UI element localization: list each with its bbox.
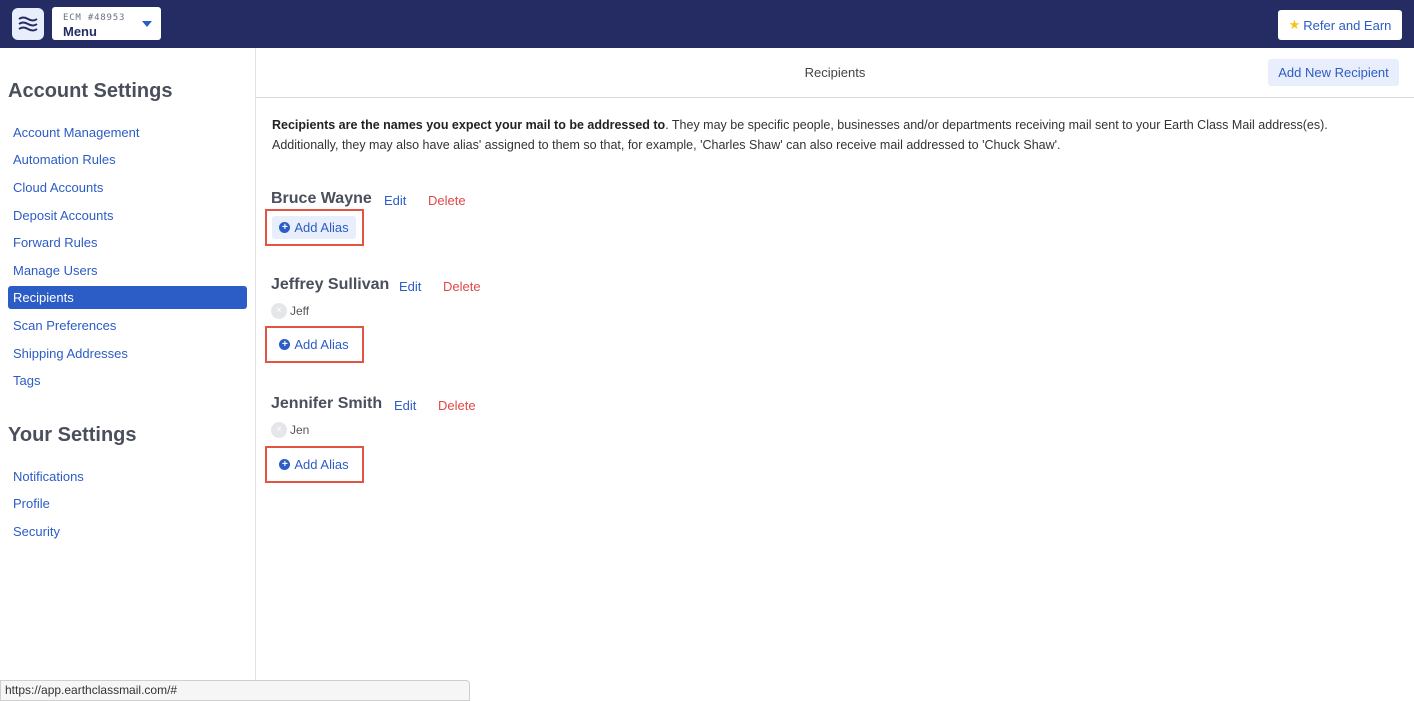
recipient-name: Bruce Wayne bbox=[271, 190, 372, 207]
remove-alias-icon[interactable]: × bbox=[271, 303, 287, 319]
sidebar-item-forward-rules[interactable]: Forward Rules bbox=[13, 235, 98, 250]
sidebar-item-automation-rules[interactable]: Automation Rules bbox=[13, 152, 116, 167]
account-settings-heading: Account Settings bbox=[8, 80, 173, 102]
page-title: Recipients bbox=[804, 65, 866, 80]
sidebar-item-tags[interactable]: Tags bbox=[13, 373, 41, 388]
plus-circle-icon: + bbox=[279, 222, 290, 233]
chevron-down-icon bbox=[142, 21, 152, 27]
refer-label: Refer and Earn bbox=[1303, 17, 1392, 33]
plus-circle-icon: + bbox=[279, 459, 290, 470]
sidebar-item-security[interactable]: Security bbox=[13, 524, 60, 539]
alias-text: Jeff bbox=[290, 304, 310, 318]
account-id: ECM #48953 bbox=[63, 13, 126, 23]
sidebar-item-deposit-accounts[interactable]: Deposit Accounts bbox=[13, 208, 114, 223]
recipient-name: Jennifer Smith bbox=[271, 395, 383, 412]
alias-item bbox=[271, 303, 309, 319]
edit-recipient-link[interactable]: Edit bbox=[394, 398, 417, 413]
sidebar-item-notifications[interactable]: Notifications bbox=[13, 469, 84, 484]
alias-text: Jen bbox=[290, 423, 310, 437]
add-new-recipient-button[interactable]: Add New Recipient bbox=[1268, 59, 1399, 86]
recipients-header bbox=[256, 48, 1414, 98]
sidebar-item-scan-preferences[interactable]: Scan Preferences bbox=[13, 318, 117, 333]
add-alias-label: Add Alias bbox=[294, 337, 349, 352]
remove-alias-icon[interactable]: × bbox=[271, 422, 287, 438]
refer-and-earn-button[interactable] bbox=[1278, 10, 1402, 40]
add-alias-button[interactable] bbox=[272, 216, 356, 239]
sidebar-item-shipping-addresses[interactable]: Shipping Addresses bbox=[13, 346, 128, 361]
sidebar-item-profile[interactable]: Profile bbox=[13, 496, 50, 511]
add-alias-button[interactable] bbox=[272, 453, 356, 476]
sidebar-item-cloud-accounts[interactable]: Cloud Accounts bbox=[13, 180, 104, 195]
add-alias-label: Add Alias bbox=[294, 220, 349, 235]
add-alias-highlight bbox=[265, 209, 364, 246]
sidebar-item-recipients[interactable]: Recipients bbox=[8, 286, 247, 309]
plus-circle-icon: + bbox=[279, 339, 290, 350]
delete-recipient-link[interactable]: Delete bbox=[428, 193, 466, 208]
add-alias-highlight bbox=[265, 446, 364, 483]
add-alias-button[interactable] bbox=[272, 333, 356, 356]
delete-recipient-link[interactable]: Delete bbox=[438, 398, 476, 413]
edit-recipient-link[interactable]: Edit bbox=[384, 193, 407, 208]
top-navigation-bar bbox=[0, 0, 1414, 48]
sidebar-item-account-management[interactable]: Account Management bbox=[13, 125, 140, 140]
app-logo-button[interactable] bbox=[12, 8, 44, 40]
add-alias-highlight bbox=[265, 326, 364, 363]
recipient-name: Jeffrey Sullivan bbox=[271, 276, 390, 293]
sidebar-item-manage-users[interactable]: Manage Users bbox=[13, 263, 98, 278]
waves-icon bbox=[17, 14, 39, 34]
your-settings-heading: Your Settings bbox=[8, 424, 137, 446]
alias-item bbox=[271, 422, 309, 438]
description-bold: Recipients are the names you expect your mail to be addressed to bbox=[272, 118, 666, 132]
star-icon: ★ bbox=[1288, 17, 1301, 32]
account-menu-dropdown[interactable] bbox=[52, 7, 161, 40]
settings-sidebar bbox=[0, 48, 256, 701]
browser-status-url: https://app.earthclassmail.com/# bbox=[0, 680, 470, 701]
recipients-description bbox=[272, 115, 1392, 155]
add-alias-label: Add Alias bbox=[294, 457, 349, 472]
menu-label: Menu bbox=[63, 24, 97, 39]
edit-recipient-link[interactable]: Edit bbox=[399, 279, 422, 294]
description-text: . They may be specific people, businesses and/or departments receiving mail sent to your Earth Class Mail address(es). Additionally, they may also have alias' assigned to them so that, for example, 'Charles Shaw' can also receive mail addressed to 'Chuck Shaw'. bbox=[272, 118, 1328, 152]
delete-recipient-link[interactable]: Delete bbox=[443, 279, 481, 294]
